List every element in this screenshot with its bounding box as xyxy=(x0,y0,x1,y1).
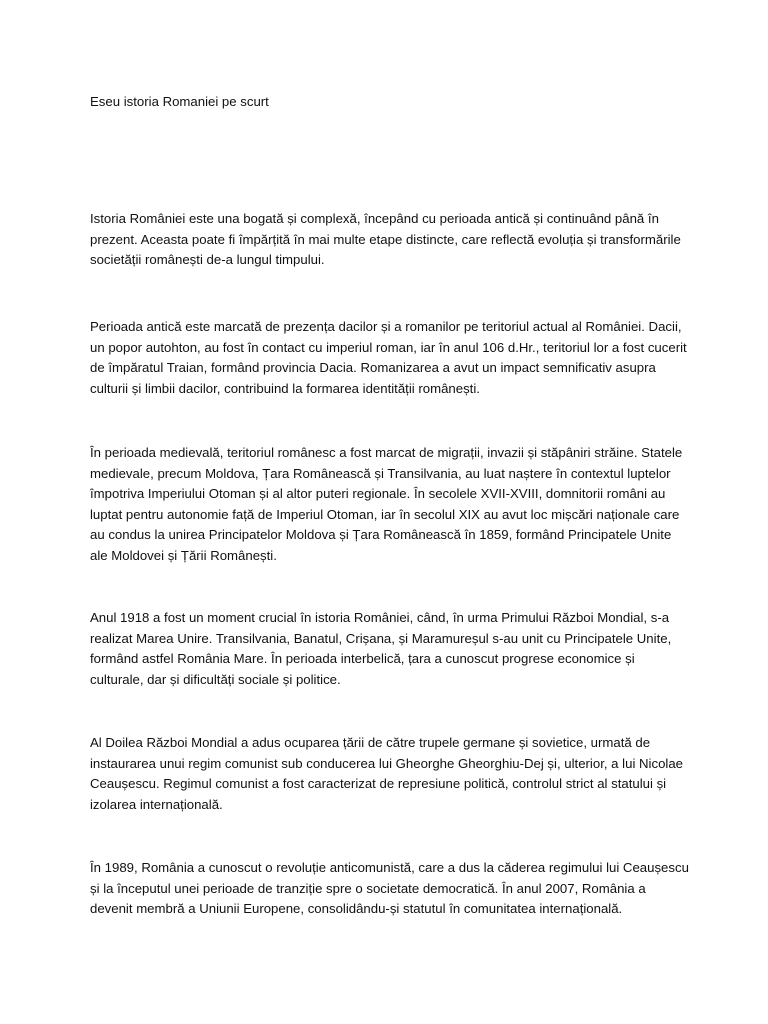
paragraph-antiquity: Perioada antică este marcată de prezența dacilor și a romanilor pe teritoriul actual al României. Dacii, un popor autohton, au fost în contact cu imperiul roman, iar în anul 106 d.Hr., teritoriul lor a fost cucerit de împăratul Traian, formând provincia Dacia. Romanizarea a avut un impact semnificativ asupra culturii și limbii dacilor, contribuind la formarea identității românești. xyxy=(90,319,687,396)
paragraph-introduction: Istoria României este una bogată și complexă, începând cu perioada antică și continuând până în prezent. Aceasta poate fi împărțită în mai multe etape distincte, care reflectă evoluția și transformările societății românești de-a lungul timpului. xyxy=(90,211,681,268)
paragraph-ww2-communism: Al Doilea Război Mondial a adus ocuparea țării de către trupele germane și sovietice, urmată de instaurarea unui regim comunist sub conducerea lui Gheorghe Gheorghiu-Dej și, ulterior, a lui Nicolae Ceaușescu. Regimul comunist a fost caracterizat de represiune politică, controlul strict al statului și izolarea internațională. xyxy=(90,735,684,812)
paragraph-revolution-eu: În 1989, România a cunoscut o revoluție anticomunistă, care a dus la căderea regimului lui Ceaușescu și la începutul unei perioade de tranziție spre o societate democratică. În anul 2007, România a devenit membră a Uniunii Europene, consolidându-și statutul în comunitatea internațională. xyxy=(90,860,689,917)
document-title: Eseu istoria Romaniei pe scurt xyxy=(90,94,269,109)
paragraph-great-union: Anul 1918 a fost un moment crucial în istoria României, când, în urma Primului Război Mondial, s-a realizat Marea Unire. Transilvania, Banatul, Crișana, și Maramureșul s-au unit cu Principatele Unite, formând astfel România Mare. În perioada interbelică, țara a cunoscut progrese economice și culturale, dar și dificultăți sociale și politice. xyxy=(90,610,672,687)
paragraph-medieval: În perioada medievală, teritoriul românesc a fost marcat de migrații, invazii și stăpâniri străine. Statele medievale, precum Moldova, Țara Românească și Transilvania, au luat naștere în contextul luptelor împotriva Imperiului Otoman și al altor puteri regionale. În secolele XVII-XVIII, domnitorii români au luptat pentru autonomie față de Imperiul Otoman, iar în secolul XIX au avut loc mișcări naționale care au condus la unirea Principatelor Moldova și Țara Românească în 1859, formând Principatele Unite ale Moldovei și Țării Românești. xyxy=(90,445,683,563)
